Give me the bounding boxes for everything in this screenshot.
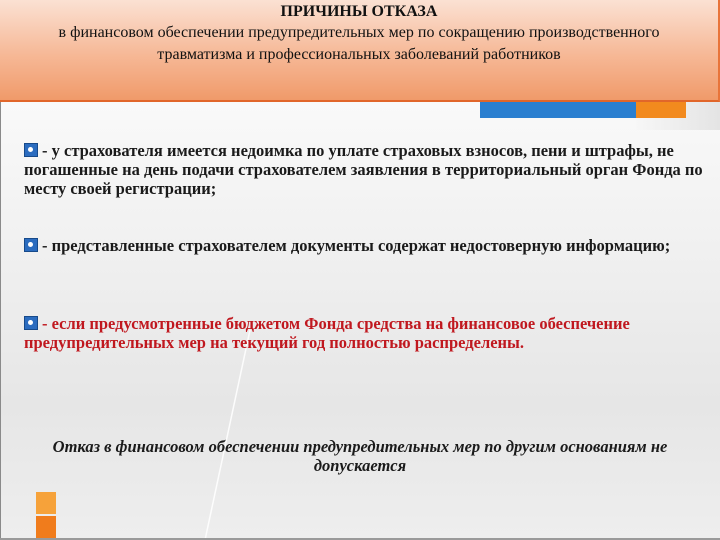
decorative-orange-blocks: [36, 492, 56, 538]
checkbox-bullet-icon: [24, 238, 38, 252]
list-item: [24, 236, 704, 255]
list-item-text: - представленные страхователем документы содержат недостоверную информацию;: [42, 236, 671, 255]
checkbox-bullet-icon: [24, 143, 38, 157]
slide-header: [0, 0, 720, 102]
page-subtitle: в финансовом обеспечении предупредительных мер по сокращению производственного травматизма и профессиональных заболеваний работников: [58, 24, 660, 63]
list-item: [24, 141, 704, 198]
checkbox-bullet-icon: [24, 316, 38, 330]
decorative-orange-block: [36, 492, 56, 514]
footer-note: Отказ в финансовом обеспечении предупредительных мер по другим основаниям не допускается: [52, 437, 668, 475]
list-item-text: - если предусмотренные бюджетом Фонда средства на финансовое обеспечение предупредительных мер на текущий год полностью распределены.: [24, 314, 630, 352]
list-item: [24, 314, 704, 352]
list-item-text: - у страхователя имеется недоимка по уплате страховых взносов, пени и штрафы, не погашенные на день подачи страхователем заявления в территориальный орган Фонда по месту своей регистрации;: [24, 141, 703, 198]
page-title: ПРИЧИНЫ ОТКАЗА: [280, 3, 438, 20]
decorative-orange-block: [36, 516, 56, 538]
